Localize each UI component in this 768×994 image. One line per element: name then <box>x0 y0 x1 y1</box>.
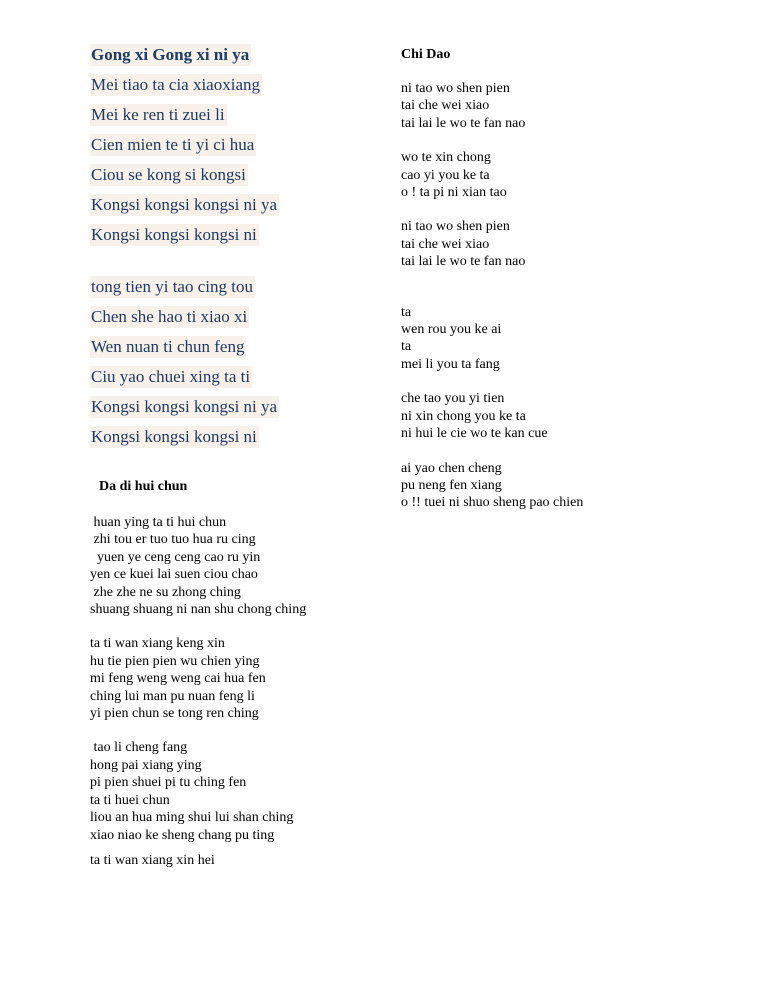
lyric-line: Cien mien te ti yi ci hua <box>91 135 255 154</box>
lyric-line: ta ti wan xiang keng xin <box>90 636 225 652</box>
song2-stanza-1 <box>90 514 390 618</box>
song3-stanza-2 <box>401 149 741 201</box>
song3-stanza-6 <box>401 460 741 512</box>
lyric-line: Kongsi kongsi kongsi ni ya <box>91 397 278 416</box>
lyric-line: Kongsi kongsi kongsi ni <box>91 225 257 244</box>
song2-title: Da di hui chun <box>99 479 188 494</box>
lyric-line: zhi tou er tuo tuo hua ru cing <box>90 532 256 548</box>
right-column <box>401 46 741 529</box>
song3-title: Chi Dao <box>401 47 451 62</box>
lyric-line: hong pai xiang ying <box>90 757 202 773</box>
left-column <box>90 44 390 886</box>
song1-verse2 <box>90 276 390 456</box>
lyric-line: shuang shuang ni nan shu chong ching <box>90 602 307 618</box>
lyric-line: zhe zhe ne su zhong ching <box>90 584 241 600</box>
lyric-line: pu neng fen xiang <box>401 477 502 493</box>
lyric-line: Chen she hao ti xiao xi <box>91 307 248 326</box>
spacer <box>401 288 741 304</box>
song2-stanza-2 <box>90 635 390 722</box>
lyric-line: ta <box>401 339 412 355</box>
song1-verse1 <box>90 44 390 254</box>
lyric-line: cao yi you ke ta <box>401 167 490 183</box>
song3-stanza-5 <box>401 390 741 442</box>
lyric-line: yuen ye ceng ceng cao ru yin <box>90 549 261 565</box>
lyric-line: hu tie pien pien wu chien ying <box>90 653 260 669</box>
lyric-line: tao li cheng fang <box>90 740 188 756</box>
lyric-line: tai lai le wo te fan nao <box>401 254 526 270</box>
lyric-line: tai lai le wo te fan nao <box>401 115 526 131</box>
lyric-line: xiao niao ke sheng chang pu ting <box>90 827 275 843</box>
lyric-line: wo te xin chong <box>401 150 491 166</box>
lyric-line: ta ti huei chun <box>90 792 170 808</box>
lyric-line: ni hui le cie wo te kan cue <box>401 426 548 442</box>
lyric-line: ta ti wan xiang xin hei <box>90 852 215 868</box>
lyric-line: o !! tuei ni shuo sheng pao chien <box>401 495 584 511</box>
lyric-line: tai che wei xiao <box>401 98 490 114</box>
lyric-line: che tao you yi tien <box>401 391 505 407</box>
lyric-line: mei li you ta fang <box>401 356 500 372</box>
lyric-line: Mei tiao ta cia xiaoxiang <box>91 75 260 94</box>
song3-stanza-4 <box>401 304 741 374</box>
lyric-line: ching lui man pu nuan feng li <box>90 688 255 704</box>
lyric-line: huan ying ta ti hui chun <box>90 515 227 530</box>
song1-title: Gong xi Gong xi ni ya <box>91 45 250 64</box>
lyric-line: wen rou you ke ai <box>401 322 502 338</box>
lyric-line: yi pien chun se tong ren ching <box>90 706 259 722</box>
lyric-line: Ciu yao chuei xing ta ti <box>91 367 251 386</box>
lyric-line: ni xin chong you ke ta <box>401 408 526 424</box>
song2-stanza-4 <box>90 852 390 869</box>
lyric-line: tong tien yi tao cing tou <box>91 277 253 296</box>
lyric-line: ta <box>401 304 412 320</box>
lyric-line: mi feng weng weng cai hua fen <box>90 671 266 687</box>
lyric-line: ni tao wo shen pien <box>401 219 510 235</box>
lyric-line: o ! ta pi ni xian tao <box>401 185 507 201</box>
lyric-line: Wen nuan ti chun feng <box>91 337 245 356</box>
song3-stanza-1 <box>401 80 741 132</box>
lyric-line: yen ce kuei lai suen ciou chao <box>90 567 258 583</box>
lyric-line: liou an hua ming shui lui shan ching <box>90 810 294 826</box>
lyric-line: Kongsi kongsi kongsi ni ya <box>91 195 278 214</box>
lyric-line: ni tao wo shen pien <box>401 81 510 96</box>
lyric-line: pi pien shuei pi tu ching fen <box>90 775 247 791</box>
lyric-line: ai yao chen cheng <box>401 460 502 476</box>
lyric-line: tai che wei xiao <box>401 236 490 252</box>
lyric-line: Kongsi kongsi kongsi ni <box>91 427 257 446</box>
lyric-line: Ciou se kong si kongsi <box>91 165 246 184</box>
song3-stanza-3 <box>401 218 741 270</box>
lyric-line: Mei ke ren ti zuei li <box>91 105 225 124</box>
song2-stanza-3 <box>90 739 390 843</box>
